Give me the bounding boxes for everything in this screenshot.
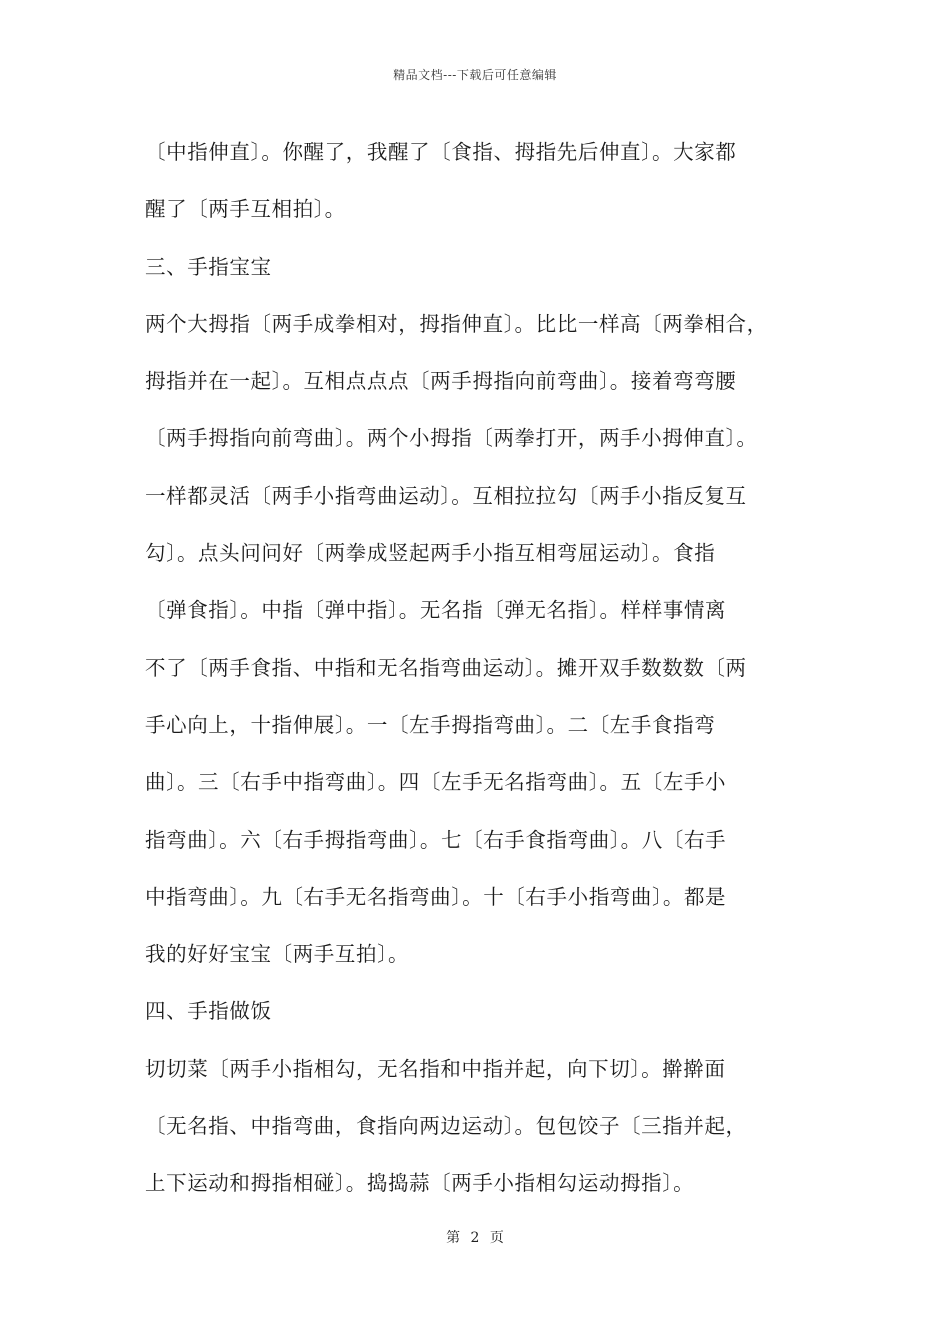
document-body: [145, 130, 825, 1219]
section-heading: 三、手指宝宝: [145, 254, 272, 279]
body-line: 〔无名指、中指弯曲，食指向两边运动〕。包包饺子〔三指并起，: [145, 1114, 747, 1139]
body-line: 〔中指伸直〕。你醒了，我醒了〔食指、拇指先后伸直〕。大家都: [145, 140, 737, 164]
page-suffix: 页: [489, 1230, 504, 1246]
body-line: 两个大拇指〔两手成拳相对，拇指伸直〕。比比一样高〔两拳相合，: [145, 311, 768, 336]
body-line: 不了〔两手食指、中指和无名指弯曲运动〕。摊开双手数数数〔两: [145, 655, 747, 680]
body-line: 切切菜〔两手小指相勾，无名指和中指并起，向下切〕。擀擀面: [145, 1056, 726, 1081]
page-number: 2: [470, 1230, 480, 1246]
page-prefix: 第: [446, 1230, 461, 1246]
body-line: 曲〕。三〔右手中指弯曲〕。四〔左手无名指弯曲〕。五〔左手小: [145, 770, 727, 795]
body-line: 勾〕。点头问问好〔两拳成竖起两手小指互相弯屈运动〕。食指: [145, 541, 716, 566]
page-header: 精品文档---下载后可任意编辑: [393, 68, 557, 82]
body-line: 上下运动和拇指相碰〕。捣捣蒜〔两手小指相勾运动拇指〕。: [145, 1171, 695, 1196]
page-footer: [0, 1227, 950, 1247]
body-line: 〔弹食指〕。中指〔弹中指〕。无名指〔弹无名指〕。样样事情离: [145, 598, 727, 623]
body-line: 〔两手拇指向前弯曲〕。两个小拇指〔两拳打开，两手小拇伸直〕。: [145, 426, 758, 451]
body-line: 我的好好宝宝〔两手互拍〕。: [145, 942, 410, 967]
body-line: 醒了〔两手互相拍〕。: [145, 197, 346, 222]
body-line: 拇指并在一起〕。互相点点点〔两手拇指向前弯曲〕。接着弯弯腰: [145, 369, 737, 394]
section-heading: 四、手指做饭: [145, 999, 272, 1024]
body-line: 一样都灵活〔两手小指弯曲运动〕。互相拉拉勾〔两手小指反复互: [145, 483, 747, 508]
body-line: 指弯曲〕。六〔右手拇指弯曲〕。七〔右手食指弯曲〕。八〔右手: [145, 827, 727, 852]
body-line: 中指弯曲〕。九〔右手无名指弯曲〕。十〔右手小指弯曲〕。都是: [145, 884, 727, 909]
body-line: 手心向上，十指伸展〕。一〔左手拇指弯曲〕。二〔左手食指弯: [145, 712, 716, 737]
